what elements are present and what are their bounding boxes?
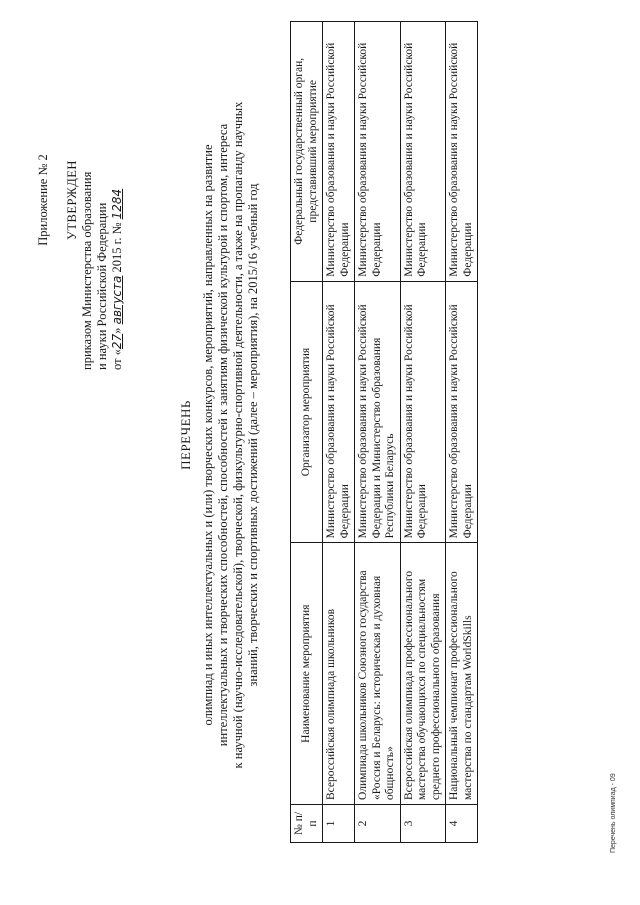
- event-name: Национальный чемпионат профессионального мастерства по стандартам WorldSkills: [446, 543, 478, 805]
- event-organizer: Министерство образования и науки Российской Федерации: [323, 281, 355, 543]
- table-row: [355, 22, 401, 843]
- table-row: [446, 22, 478, 843]
- approved-label: УТВЕРЖДЕН: [65, 160, 79, 240]
- date-mid: »: [110, 327, 124, 334]
- heading-line-3: к научной (научно-исследовательской), творческой, физкультурно-спортивной деятельности, а также на пропаганду научных: [231, 101, 245, 769]
- document-title: ПЕРЕЧЕНЬ: [178, 400, 193, 470]
- number-prefix: №: [110, 222, 124, 235]
- event-organizer: Министерство образования и науки Российской Федерации и Министерство образования Республики Беларусь: [355, 281, 401, 543]
- order-line-1: приказом Министерства образования: [80, 171, 94, 370]
- event-organizer: Министерство образования и науки Российской Федерации: [400, 281, 446, 543]
- date-year: 2015 г.: [110, 237, 124, 273]
- event-name: Олимпиада школьников Союзного государства «Россия и Беларусь: историческая и духовная общность»: [355, 543, 401, 805]
- table-row: [400, 22, 446, 843]
- event-agency: Министерство образования и науки Российской Федерации: [323, 22, 355, 282]
- order-number-handwritten: 1284: [110, 188, 124, 220]
- header-event-name: Наименование мероприятия: [291, 543, 323, 805]
- row-number: 2: [355, 805, 401, 843]
- row-number: 1: [323, 805, 355, 843]
- heading-line-4: знаний, творческих и спортивных достижений (далее – мероприятия), на 2015/16 учебный год: [246, 183, 260, 687]
- event-organizer: Министерство образования и науки Российской Федерации: [446, 281, 478, 543]
- event-agency: Министерство образования и науки Российской Федерации: [355, 22, 401, 282]
- order-line-2: и науки Российской Федерации: [95, 202, 109, 370]
- header-number: № п/п: [291, 805, 323, 843]
- header-federal-agency: Федеральный государственный орган, представивший мероприятие: [291, 22, 323, 282]
- event-name: Всероссийская олимпиада школьников: [323, 543, 355, 805]
- table-row: [323, 22, 355, 843]
- heading-line-1: олимпиад и иных интеллектуальных и (или) творческих конкурсов, мероприятий, направленных на развитие: [201, 144, 215, 726]
- document-heading: [178, 85, 261, 785]
- event-name: Всероссийская олимпиада профессионального мастерства обучающихся по специальностям среднего профессионального образования: [400, 543, 446, 805]
- table-header-row: [291, 22, 323, 843]
- footer-label: Перечень олимпиад - 09: [610, 773, 617, 853]
- heading-line-2: интеллектуальных и творческих способностей, способностей к занятиям физической культурой и спортом, интереса: [216, 123, 230, 747]
- event-agency: Министерство образования и науки Российской Федерации: [446, 22, 478, 282]
- header-organizer: Организатор мероприятия: [291, 281, 323, 543]
- row-number: 3: [400, 805, 446, 843]
- order-date-line: [110, 30, 125, 370]
- date-day-handwritten: 27: [110, 333, 124, 350]
- date-prefix: от «: [110, 349, 124, 370]
- approval-block: [36, 30, 125, 370]
- events-table: [290, 21, 478, 843]
- row-number: 4: [446, 805, 478, 843]
- event-agency: Министерство образования и науки Российской Федерации: [400, 22, 446, 282]
- date-month-handwritten: августа: [110, 275, 124, 325]
- appendix-title: Приложение № 2: [36, 154, 50, 246]
